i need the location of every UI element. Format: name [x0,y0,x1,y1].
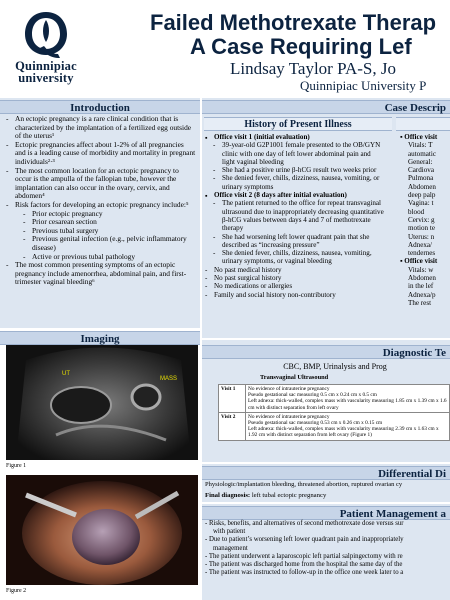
visit-label: Visit 2 [219,412,246,440]
poster-title-line-1: Failed Methotrexate Therap [150,10,437,35]
management-item: - The patient was instructed to follow-up in the office one week later to a [205,569,404,577]
visit2-item: - The patient returned to the office for repeat transvaginal ultrasound due to inappropriately decreasing quantitative β-hCG values between days 4 and 7 of methotrexate therapy [213,199,385,232]
tv-ultrasound-table [218,384,450,441]
final-diagnosis [205,492,326,499]
visit-findings: No evidence of intrauterine pregnancy Pseudo gestational sac measuring 0.53 cm x 0.26 cm x 0.15 cm Left adnexa: thick-walled, complex mass with vascularity measuring 2.39 cm x 1.63 cm x 1.92 cm with distinct separation from left ovary (Figure 1) [246,412,450,440]
history-item: - No medications or allergies [205,282,385,290]
history-item: - Family and social history non-contributory [205,291,385,299]
table-row [219,412,450,440]
visit1-item: - She had a positive urine β-hCG result two weeks prior [213,166,385,174]
visit1-item: - 39-year-old G2P1001 female presented to the OB/GYN clinic with one day of left lower abdominal pain and light vaginal bleeding [213,141,385,166]
quinnipiac-logo [6,8,86,90]
surgical-image [6,475,198,585]
case-description-heading: Case Descrip [202,100,450,114]
diagnostic-heading: Diagnostic Te [202,345,450,359]
risk-factor-item: - Active or previous tubal pathology [23,253,196,262]
intro-item: - The most common location for an ectopic pregnancy to occur is the ampulla of the fallopian tube, however the implantation can also occur in the ovary, cervix, and abdomen⁴ [6,167,196,201]
pe-visit2-title: ▪ Office visit [400,257,438,266]
intro-item: - Ectopic pregnancies affect about 1-2% of all pregnancies and is a leading cause of morbidity and mortality in pregnant individuals²·³ [6,141,196,167]
history-item: - No past surgical history [205,274,385,282]
poster-authors: Lindsay Taylor PA-S, Jo [230,59,396,78]
imaging-heading: Imaging [0,331,200,345]
table-row [219,385,450,413]
tv-ultrasound-title: Transvaginal Ultrasound [260,374,329,381]
introduction-heading: Introduction [0,100,200,114]
management-item: - Due to patient’s worsening left lower quadrant pain and inappropriately [205,536,404,544]
ultrasound-image [6,345,198,460]
management-body [205,520,450,577]
figure2-caption: Figure 2 [6,588,27,594]
management-item: management [213,544,248,552]
visit2-title: ▪ Office visit 2 (8 days after initial evaluation) [205,191,385,199]
visit1-title: ▪ Office visit 1 (initial evaluation) [205,133,385,141]
final-diagnosis-value: left tubal ectopic pregnancy [250,492,327,499]
differential-list: Physiologic/implantation bleeding, threatened abortion, ruptured ovarian cy [205,481,403,488]
management-heading: Patient Management a [202,506,450,520]
differential-heading: Differential Di [202,466,450,480]
q-logo-icon [20,8,72,60]
management-item: - Risks, benefits, and alternatives of second methotrexate dose versus sur [205,520,404,527]
visit-label: Visit 1 [219,385,246,413]
hpi-heading: History of Present Illness [204,117,392,131]
mass-label: MASS [160,376,178,382]
introduction-body [6,115,196,287]
intro-item: - An ectopic pregnancy is a rare clinical condition that is characterized by the implantation of a fertilized egg outside of the uterus¹ [6,115,196,141]
intro-item: - The most common presenting symptoms of an ectopic pregnancy include amenorrhea, abdominal pain, and first-trimester vaginal bleeding⁶ [6,261,196,287]
logo-line-2: university [18,71,74,85]
visit1-item: - She denied fever, chills, dizziness, nausea, vomiting, or urinary symptoms [213,174,385,191]
diagnostic-labs: CBC, BMP, Urinalysis and Prog [283,362,387,371]
figure1-caption: Figure 1 [6,463,27,469]
ut-label: UT [62,371,70,377]
poster-header [0,0,450,96]
intro-risk-heading: Risk factors for developing an ectopic pregnancy include:⁵ [15,199,189,209]
poster-affiliation: Quinnipiac University P [300,78,427,93]
risk-factor-item: - Prior ectopic pregnancy [23,210,196,219]
hpi-body [205,133,385,299]
pe-visit1-list: Vitals: T automatic General: Cardiova Pulmona Abdomen deep palp Vagina: t blood Cervix: g motion te Uterus: n Adnexa/ tendernes [408,141,436,258]
risk-factor-item: - Prior cesarean section [23,218,196,227]
management-item: - The patient underwent a laparoscopic left partial salpingectomy with re [205,552,403,560]
management-item: with patient [213,528,246,536]
visit2-item: - She denied fever, chills, dizziness, nausea, vomiting, urinary symptoms, or vaginal bleeding [213,249,385,266]
risk-factor-item: - Previous genital infection (e.g., pelvic inflammatory disease) [23,235,196,252]
pe-visit2-list: Vitals: w Abdomen in the lef Adnexa/p The rest [408,265,436,307]
pe-visit1-title: ▪ Office visit [400,133,438,141]
history-item: - No past medical history [205,266,385,274]
physical-exam-body [400,133,450,307]
visit-findings: No evidence of intrauterine pregnancy Pseudo gestational sac measuring 0.5 cm x 0.24 cm x 0.5 cm Left adnexa: thick-walled, complex mass with vascularity measuring 1.85 cm x 1.39 cm x 1.6 cm with distinct separation from left ovary [246,385,450,413]
poster-title-line-2: A Case Requiring Lef [190,34,412,59]
risk-factor-item: - Previous tubal surgery [23,227,196,236]
visit2-item: - She had worsening left lower quadrant pain that she described as “increasing pressure” [213,233,385,250]
final-diagnosis-label: Final diagnosis: [205,492,251,499]
intro-item [6,201,196,261]
management-item: - The patient was discharged home from the hospital the same day of the [205,561,403,569]
logo-line-1: Quinnipiac [15,59,77,73]
physical-exam-heading [396,117,450,131]
